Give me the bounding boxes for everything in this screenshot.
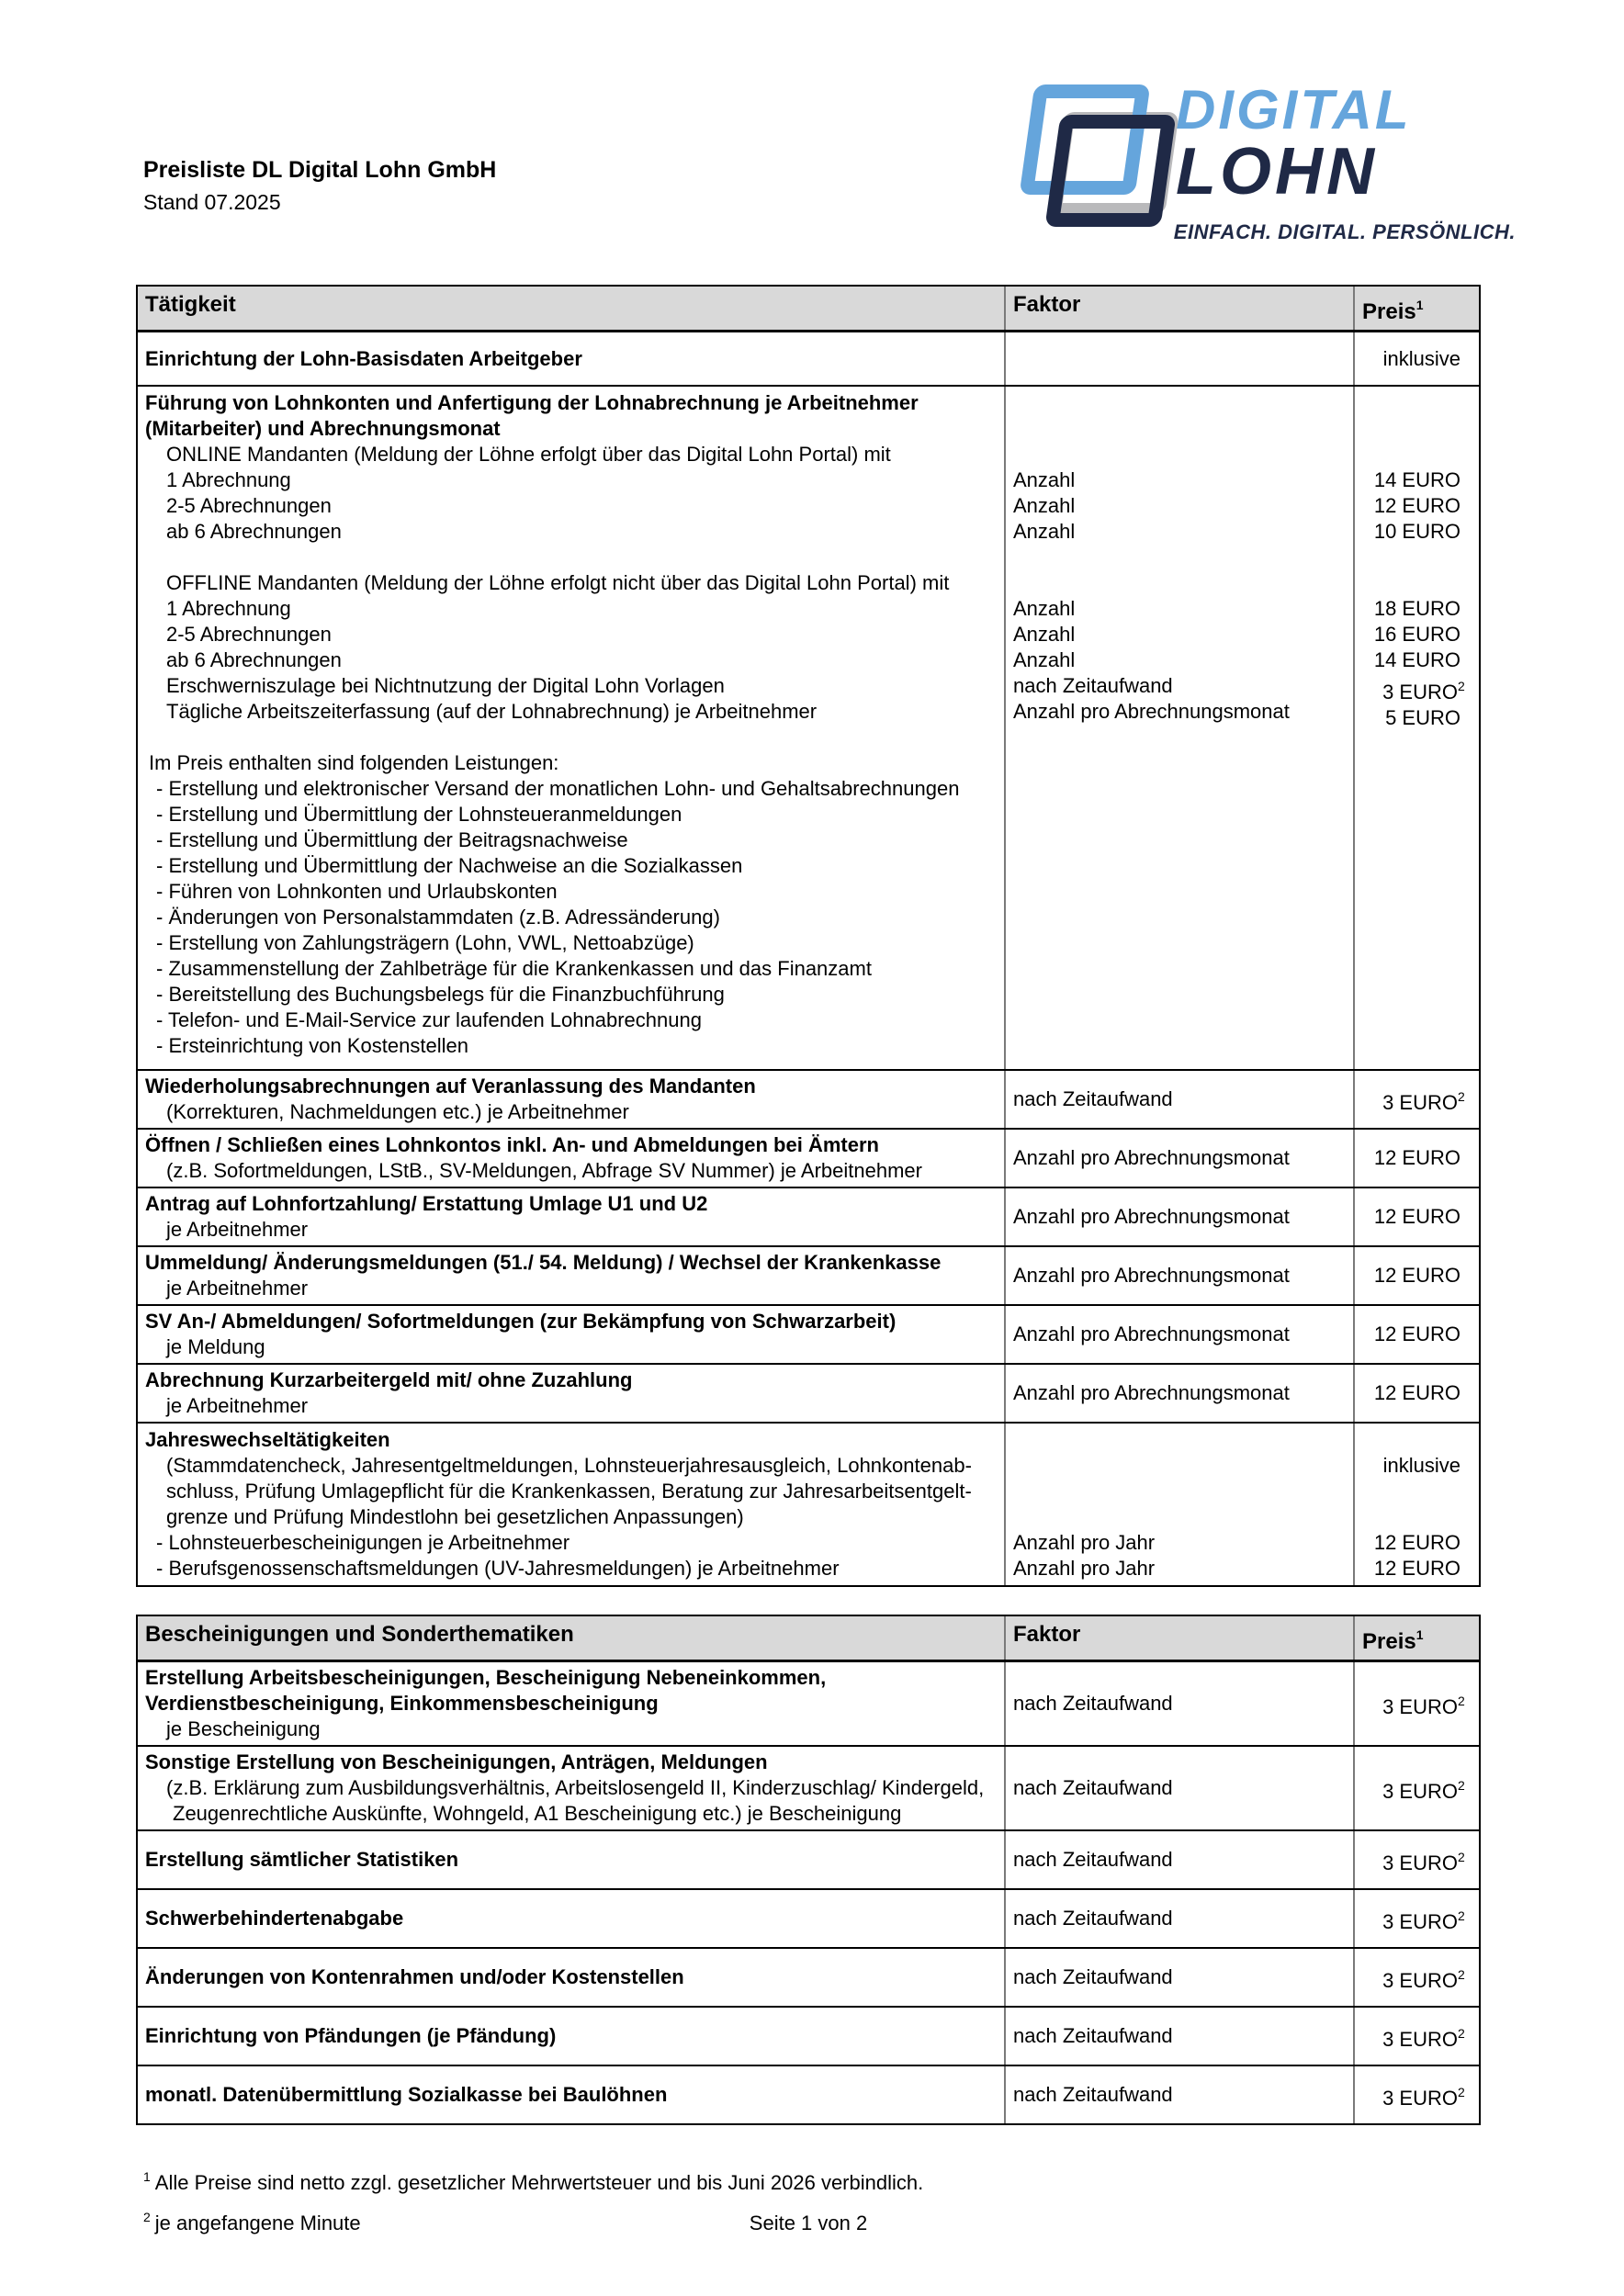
version-date: Stand 07.2025 bbox=[143, 190, 281, 214]
factor-line: Anzahl bbox=[1013, 494, 1076, 517]
table-header-row bbox=[138, 1616, 1479, 1660]
factor-cell bbox=[1004, 1071, 1353, 1128]
price-line bbox=[1355, 937, 1479, 962]
price-line bbox=[1355, 1479, 1479, 1504]
price-line bbox=[1355, 1504, 1479, 1530]
activity-line: Einrichtung von Pfändungen (je Pfändung) bbox=[145, 2024, 557, 2047]
price-cell bbox=[1353, 1949, 1479, 2006]
factor-line bbox=[1006, 956, 1353, 982]
factor-line bbox=[1006, 416, 1353, 442]
col-header-price: Preis$^1$ bbox=[1353, 1616, 1479, 1660]
logo-square-navy bbox=[1044, 115, 1176, 227]
factor-cell bbox=[1004, 387, 1353, 1069]
factor-line bbox=[1006, 750, 1353, 776]
price-line bbox=[1355, 1427, 1479, 1453]
activity-line: ONLINE Mandanten (Meldung der Löhne erfolgt über das Digital Lohn Portal) mit bbox=[166, 443, 891, 466]
activity-cell bbox=[138, 387, 1004, 1069]
activity-line: 1 Abrechnung bbox=[166, 468, 291, 491]
price-line: 14 EURO bbox=[1373, 468, 1460, 491]
activity-line: Abrechnung Kurzarbeitergeld mit/ ohne Zuzahlung bbox=[145, 1368, 633, 1391]
table-row bbox=[138, 2065, 1479, 2123]
table-row bbox=[138, 1829, 1479, 1888]
factor-cell bbox=[1004, 2008, 1353, 2065]
activity-cell bbox=[138, 1424, 1004, 1585]
factor-line bbox=[1006, 853, 1353, 879]
price-superscript: 2 bbox=[1458, 2084, 1465, 2099]
price-line: 14 EURO bbox=[1373, 648, 1460, 671]
factor-line bbox=[1006, 1033, 1353, 1059]
price-cell bbox=[1353, 1424, 1479, 1585]
price-cell bbox=[1353, 1071, 1479, 1128]
footnote-marker: 1 bbox=[143, 2169, 151, 2184]
factor-text: nach Zeitaufwand bbox=[1013, 1087, 1173, 1110]
page-title: Preisliste DL Digital Lohn GmbH bbox=[143, 157, 497, 183]
factor-text: nach Zeitaufwand bbox=[1013, 1965, 1173, 1988]
price-cell bbox=[1353, 1247, 1479, 1304]
company-logo bbox=[1027, 81, 1516, 244]
factor-cell bbox=[1004, 1306, 1353, 1363]
factor-line: Anzahl bbox=[1013, 468, 1076, 491]
price-line bbox=[1355, 860, 1479, 885]
digital-lohn-logo-icon bbox=[1027, 84, 1156, 206]
factor-cell bbox=[1004, 1949, 1353, 2006]
price-superscript: 2 bbox=[1458, 1966, 1465, 1982]
price-line bbox=[1355, 885, 1479, 911]
activity-cell bbox=[138, 332, 1004, 385]
logo-tagline: EINFACH. DIGITAL. PERSÖNLICH. bbox=[1173, 220, 1516, 243]
factor-line bbox=[1006, 1479, 1353, 1504]
activity-line: Schwerbehindertenabgabe bbox=[145, 1907, 404, 1930]
price-text: 3 EURO$^2$ bbox=[1355, 1773, 1479, 1805]
price-table-1 bbox=[136, 285, 1481, 1587]
price-header-superscript: 1 bbox=[1415, 1627, 1424, 1642]
activity-line: schluss, Prüfung Umlagepflicht für die Krankenkassen, Beratung zur Jahresarbeitsentgelt- bbox=[166, 1480, 972, 1503]
table-row bbox=[138, 1304, 1479, 1363]
table-row bbox=[138, 2006, 1479, 2065]
price-superscript: 2 bbox=[1458, 1777, 1465, 1793]
activity-cell bbox=[138, 2008, 1004, 2065]
factor-text: nach Zeitaufwand bbox=[1013, 2024, 1173, 2047]
activity-line: 2-5 Abrechnungen bbox=[166, 623, 332, 646]
activity-line: Öffnen / Schließen eines Lohnkontos inkl. An- und Abmeldungen bei Ämtern bbox=[145, 1133, 879, 1156]
price-text: inklusive bbox=[1382, 346, 1460, 370]
factor-cell bbox=[1004, 1365, 1353, 1422]
factor-cell bbox=[1004, 2066, 1353, 2123]
factor-line bbox=[1006, 776, 1353, 802]
activity-line: Zeugenrechtliche Auskünfte, Wohngeld, A1 Bescheinigung etc.) je Bescheinigung bbox=[173, 1802, 902, 1825]
activity-line: grenze und Prüfung Mindestlohn bei gesetzlichen Anpassungen) bbox=[166, 1505, 744, 1528]
price-text: 3 EURO$^2$ bbox=[1355, 1688, 1479, 1720]
activity-line: Führung von Lohnkonten und Anfertigung der Lohnabrechnung je Arbeitnehmer bbox=[145, 391, 919, 414]
price-text: 3 EURO$^2$ bbox=[1355, 2020, 1479, 2053]
activity-line: ab 6 Abrechnungen bbox=[166, 520, 342, 543]
activity-cell bbox=[138, 1306, 1004, 1363]
price-cell bbox=[1353, 1365, 1479, 1422]
price-line: 10 EURO bbox=[1373, 520, 1460, 543]
factor-text: nach Zeitaufwand bbox=[1013, 1848, 1173, 1871]
activity-cell bbox=[138, 1747, 1004, 1829]
price-line bbox=[1355, 757, 1479, 782]
activity-line: - Ersteinrichtung von Kostenstellen bbox=[156, 1034, 468, 1057]
activity-cell bbox=[138, 1247, 1004, 1304]
price-cell bbox=[1353, 1747, 1479, 1829]
activity-line: - Erstellung und Übermittlung der Beitragsnachweise bbox=[156, 828, 628, 851]
factor-text: nach Zeitaufwand bbox=[1013, 1907, 1173, 1930]
factor-cell bbox=[1004, 1247, 1353, 1304]
activity-line: je Arbeitnehmer bbox=[166, 1277, 309, 1300]
factor-text: Anzahl pro Abrechnungsmonat bbox=[1013, 1146, 1290, 1169]
tables-root bbox=[136, 285, 1481, 2125]
activity-line: OFFLINE Mandanten (Meldung der Löhne erfolgt nicht über das Digital Lohn Portal) mit bbox=[166, 571, 950, 594]
factor-cell bbox=[1004, 1831, 1353, 1888]
price-line: 16 EURO bbox=[1373, 623, 1460, 646]
activity-line: 2-5 Abrechnungen bbox=[166, 494, 332, 517]
price-cell bbox=[1353, 1188, 1479, 1245]
factor-line bbox=[1006, 390, 1353, 416]
price-cell bbox=[1353, 1130, 1479, 1187]
activity-line: - Erstellung und elektronischer Versand der monatlichen Lohn- und Gehaltsabrechnungen bbox=[156, 777, 960, 800]
logo-word-digital: DIGITAL bbox=[1176, 79, 1412, 141]
col-header-price: Preis$^1$ bbox=[1353, 287, 1479, 330]
activity-line: Ummeldung/ Änderungsmeldungen (51./ 54. Meldung) / Wechsel der Krankenkasse bbox=[145, 1251, 942, 1274]
activity-line: Jahreswechseltätigkeiten bbox=[145, 1428, 390, 1451]
price-cell bbox=[1353, 1890, 1479, 1947]
price-superscript: 2 bbox=[1458, 1849, 1465, 1864]
activity-line: - Führen von Lohnkonten und Urlaubskonten bbox=[156, 880, 558, 903]
activity-cell bbox=[138, 1662, 1004, 1745]
price-line bbox=[1355, 545, 1479, 570]
price-line bbox=[1355, 1040, 1479, 1065]
footnote-marker: 2 bbox=[143, 2210, 151, 2224]
table-row bbox=[138, 1245, 1479, 1304]
factor-text: Anzahl pro Abrechnungsmonat bbox=[1013, 1381, 1290, 1404]
price-line: inklusive bbox=[1382, 1454, 1460, 1477]
factor-line bbox=[1006, 827, 1353, 853]
price-table-2 bbox=[136, 1615, 1481, 2125]
factor-text: nach Zeitaufwand bbox=[1013, 1692, 1173, 1715]
activity-line: - Bereitstellung des Buchungsbelegs für die Finanzbuchführung bbox=[156, 983, 725, 1006]
price-cell bbox=[1353, 2008, 1479, 2065]
factor-line: Anzahl bbox=[1013, 597, 1076, 620]
factor-line: Anzahl bbox=[1013, 520, 1076, 543]
activity-line: Wiederholungsabrechnungen auf Veranlassung des Mandanten bbox=[145, 1075, 756, 1097]
activity-line: (Stammdatencheck, Jahresentgeltmeldungen, Lohnsteuerjahresausgleich, Lohnkontenab- bbox=[166, 1454, 972, 1477]
activity-line: - Erstellung von Zahlungsträgern (Lohn, VWL, Nettoabzüge) bbox=[156, 931, 694, 954]
activity-line: Erschwerniszulage bei Nichtnutzung der Digital Lohn Vorlagen bbox=[166, 674, 725, 697]
activity-line: Antrag auf Lohnfortzahlung/ Erstattung Umlage U1 und U2 bbox=[145, 1192, 708, 1215]
activity-line: Verdienstbescheinigung, Einkommensbescheinigung bbox=[145, 1692, 659, 1715]
activity-cell bbox=[138, 1949, 1004, 2006]
price-line bbox=[1355, 731, 1479, 757]
price-text: 3 EURO$^2$ bbox=[1355, 1084, 1479, 1116]
factor-line bbox=[1006, 982, 1353, 1007]
activity-line: ab 6 Abrechnungen bbox=[166, 648, 342, 671]
price-line: 5 EURO bbox=[1385, 706, 1460, 729]
price-line bbox=[1355, 962, 1479, 988]
table-header-row bbox=[138, 287, 1479, 331]
col-header-factor: Faktor bbox=[1004, 287, 1353, 330]
table-row bbox=[138, 1187, 1479, 1245]
price-cell bbox=[1353, 332, 1479, 385]
activity-line: - Telefon- und E-Mail-Service zur laufenden Lohnabrechnung bbox=[156, 1008, 702, 1031]
activity-line: - Lohnsteuerbescheinigungen je Arbeitnehmer bbox=[156, 1531, 570, 1554]
price-text: 3 EURO$^2$ bbox=[1355, 1844, 1479, 1876]
activity-cell bbox=[138, 2066, 1004, 2123]
price-text: 3 EURO$^2$ bbox=[1355, 1962, 1479, 1994]
factor-line bbox=[1006, 1007, 1353, 1033]
factor-cell bbox=[1004, 1188, 1353, 1245]
table-row bbox=[138, 331, 1479, 385]
factor-cell bbox=[1004, 1424, 1353, 1585]
factor-cell bbox=[1004, 1747, 1353, 1829]
factor-cell bbox=[1004, 1662, 1353, 1745]
table-row bbox=[138, 1745, 1479, 1829]
price-line: 3 EURO$^2$ bbox=[1355, 673, 1479, 705]
table-row bbox=[138, 1069, 1479, 1128]
factor-line bbox=[1006, 442, 1353, 467]
col-header-activity: Tätigkeit bbox=[145, 292, 236, 317]
factor-line bbox=[1006, 1504, 1353, 1530]
factor-line: Anzahl bbox=[1013, 623, 1076, 646]
factor-line bbox=[1006, 802, 1353, 827]
price-line: 12 EURO bbox=[1373, 1531, 1460, 1554]
factor-text: Anzahl pro Abrechnungsmonat bbox=[1013, 1322, 1290, 1345]
document-header bbox=[143, 156, 496, 215]
col-header-activity: Bescheinigungen und Sonderthematiken bbox=[145, 1622, 574, 1647]
price-tables-container bbox=[136, 285, 1481, 2245]
price-text: 3 EURO$^2$ bbox=[1355, 1903, 1479, 1935]
factor-line bbox=[1006, 1427, 1353, 1453]
activity-line: - Erstellung und Übermittlung der Nachweise an die Sozialkassen bbox=[156, 854, 743, 877]
activity-line: Sonstige Erstellung von Bescheinigungen, Anträgen, Meldungen bbox=[145, 1750, 768, 1773]
factor-text: nach Zeitaufwand bbox=[1013, 1776, 1173, 1799]
price-line bbox=[1355, 570, 1479, 596]
factor-line bbox=[1006, 879, 1353, 905]
factor-text bbox=[1006, 346, 1353, 372]
price-line bbox=[1355, 911, 1479, 937]
activity-line: Tägliche Arbeitszeiterfassung (auf der Lohnabrechnung) je Arbeitnehmer bbox=[166, 700, 818, 723]
price-line: 12 EURO bbox=[1373, 494, 1460, 517]
activity-line: (Mitarbeiter) und Abrechnungsmonat bbox=[145, 417, 501, 440]
activity-cell bbox=[138, 1188, 1004, 1245]
price-text: 12 EURO bbox=[1373, 1146, 1460, 1169]
factor-line bbox=[1006, 930, 1353, 956]
activity-line: je Arbeitnehmer bbox=[166, 1394, 309, 1417]
activity-line: - Änderungen von Personalstammdaten (z.B. Adressänderung) bbox=[156, 906, 720, 929]
logo-word-lohn: LOHN bbox=[1176, 135, 1378, 208]
price-cell bbox=[1353, 1831, 1479, 1888]
activity-line bbox=[138, 725, 1004, 750]
activity-line bbox=[138, 545, 1004, 570]
price-superscript: 2 bbox=[1458, 1693, 1465, 1708]
table-row bbox=[138, 385, 1479, 1069]
activity-cell bbox=[138, 1831, 1004, 1888]
factor-cell bbox=[1004, 1890, 1353, 1947]
factor-text: Anzahl pro Abrechnungsmonat bbox=[1013, 1205, 1290, 1228]
factor-line: Anzahl pro Jahr bbox=[1013, 1557, 1156, 1580]
table-row bbox=[138, 1363, 1479, 1422]
price-text: 12 EURO bbox=[1373, 1264, 1460, 1287]
price-text: 3 EURO$^2$ bbox=[1355, 2079, 1479, 2111]
factor-line: Anzahl bbox=[1013, 648, 1076, 671]
factor-line bbox=[1006, 905, 1353, 930]
activity-cell bbox=[138, 1130, 1004, 1187]
footnote: $^1$ Alle Preise sind netto zzgl. gesetzlicher Mehrwertsteuer und bis Juni 2026 verbindlich. bbox=[143, 2169, 924, 2194]
activity-cell bbox=[138, 1365, 1004, 1422]
price-line: 12 EURO bbox=[1373, 1557, 1460, 1580]
price-text: 12 EURO bbox=[1373, 1322, 1460, 1345]
activity-line: je Arbeitnehmer bbox=[166, 1218, 309, 1241]
activity-line: monatl. Datenübermittlung Sozialkasse bei Baulöhnen bbox=[145, 2083, 668, 2106]
price-line bbox=[1355, 834, 1479, 860]
price-superscript: 2 bbox=[1458, 2025, 1465, 2041]
price-superscript: 2 bbox=[1458, 1908, 1465, 1923]
factor-text: nach Zeitaufwand bbox=[1013, 2083, 1173, 2106]
price-line bbox=[1355, 808, 1479, 834]
logo-wordmark bbox=[1165, 81, 1516, 206]
factor-text: Anzahl pro Abrechnungsmonat bbox=[1013, 1264, 1290, 1287]
price-superscript: 2 bbox=[1458, 1088, 1465, 1104]
activity-line: (Korrekturen, Nachmeldungen etc.) je Arbeitnehmer bbox=[166, 1100, 629, 1123]
price-cell bbox=[1353, 1662, 1479, 1745]
activity-line: 1 Abrechnung bbox=[166, 597, 291, 620]
price-line: 18 EURO bbox=[1373, 597, 1460, 620]
price-text: 12 EURO bbox=[1373, 1381, 1460, 1404]
activity-line: (z.B. Erklärung zum Ausbildungsverhältnis, Arbeitslosengeld II, Kinderzuschlag/ Kindergeld, bbox=[166, 1776, 985, 1799]
col-header-factor: Faktor bbox=[1004, 1616, 1353, 1660]
activity-line: - Berufsgenossenschaftsmeldungen (UV-Jahresmeldungen) je Arbeitnehmer bbox=[156, 1557, 840, 1580]
table-row bbox=[138, 1888, 1479, 1947]
activity-line: je Meldung bbox=[166, 1335, 265, 1358]
price-superscript: 2 bbox=[1458, 679, 1465, 693]
table-row bbox=[138, 1947, 1479, 2006]
price-line bbox=[1355, 416, 1479, 442]
table-row bbox=[138, 1128, 1479, 1187]
activity-line: Änderungen von Kontenrahmen und/oder Kostenstellen bbox=[145, 1965, 684, 1988]
price-cell bbox=[1353, 1306, 1479, 1363]
factor-line bbox=[1006, 545, 1353, 570]
price-header-superscript: 1 bbox=[1415, 298, 1424, 312]
table-row bbox=[138, 1660, 1479, 1745]
activity-line: - Zusammenstellung der Zahlbeträge für die Krankenkassen und das Finanzamt bbox=[156, 957, 872, 980]
table-row bbox=[138, 1422, 1479, 1585]
factor-line bbox=[1006, 725, 1353, 750]
price-line bbox=[1355, 390, 1479, 416]
activity-line: SV An-/ Abmeldungen/ Sofortmeldungen (zur Bekämpfung von Schwarzarbeit) bbox=[145, 1310, 897, 1333]
price-cell bbox=[1353, 2066, 1479, 2123]
activity-line: - Erstellung und Übermittlung der Lohnsteueranmeldungen bbox=[156, 803, 682, 826]
factor-line: nach Zeitaufwand bbox=[1013, 674, 1173, 697]
factor-line bbox=[1006, 1453, 1353, 1479]
price-line bbox=[1355, 782, 1479, 808]
factor-cell bbox=[1004, 332, 1353, 385]
activity-line: (z.B. Sofortmeldungen, LStB., SV-Meldungen, Abfrage SV Nummer) je Arbeitnehmer bbox=[166, 1159, 922, 1182]
footnote: $^2$ je angefangene Minute bbox=[143, 2210, 361, 2234]
activity-cell bbox=[138, 1071, 1004, 1128]
factor-line: Anzahl pro Abrechnungsmonat bbox=[1013, 700, 1290, 723]
factor-line: Anzahl pro Jahr bbox=[1013, 1531, 1156, 1554]
factor-line bbox=[1006, 570, 1353, 596]
factor-cell bbox=[1004, 1130, 1353, 1187]
price-cell bbox=[1353, 387, 1479, 1069]
activity-line: Einrichtung der Lohn-Basisdaten Arbeitgeber bbox=[145, 346, 582, 370]
price-line bbox=[1355, 1014, 1479, 1040]
page-number: Seite 1 von 2 bbox=[749, 2212, 868, 2234]
price-line bbox=[1355, 988, 1479, 1014]
activity-line: Im Preis enthalten sind folgenden Leistungen: bbox=[149, 751, 559, 774]
price-line bbox=[1355, 442, 1479, 467]
activity-cell bbox=[138, 1890, 1004, 1947]
price-text: 12 EURO bbox=[1373, 1205, 1460, 1228]
activity-line: je Bescheinigung bbox=[166, 1717, 321, 1740]
activity-line: Erstellung Arbeitsbescheinigungen, Bescheinigung Nebeneinkommen, bbox=[145, 1666, 827, 1689]
activity-line: Erstellung sämtlicher Statistiken bbox=[145, 1848, 459, 1871]
